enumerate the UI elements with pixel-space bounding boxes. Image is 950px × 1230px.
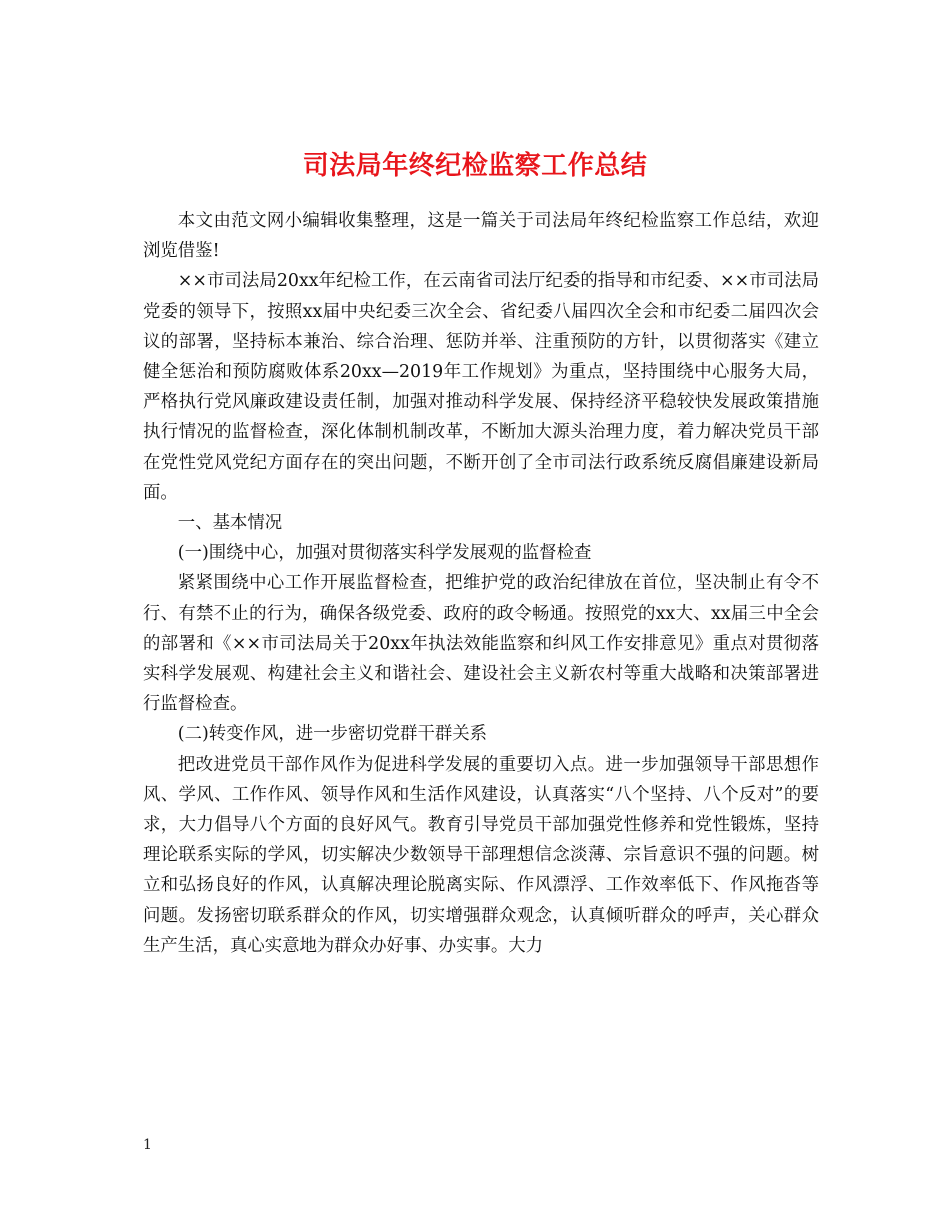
paragraph-work-style: 把改进党员干部作风作为促进科学发展的重要切入点。进一步加强领导干部思想作风、学风、工作作风、领导作风和生活作风建设，认真落实“八个坚持、八个反对”的要求，大力倡导八个方面的良好风气。教育引导党员干部加强党性修养和党性锻炼，坚持理论联系实际的学风，切实解决少数领导干部理想信念淡薄、宗旨意识不强的问题。树立和弘扬良好的作风，认真解决理论脱离实际、作风漂浮、工作效率低下、作风拖沓等问题。发扬密切联系群众的作风，切实增强群众观念，认真倾听群众的呼声，关心群众生产生活，真心实意地为群众办好事、办实事。大力 <box>143 754 819 956</box>
section-heading-basic-situation: 一、基本情况 <box>177 513 283 534</box>
page-number: 1 <box>143 1137 152 1153</box>
subsection-heading-1: (一)围绕中心，加强对贯彻落实科学发展观的监督检查 <box>177 543 592 564</box>
paragraph-intro: 本文由范文网小编辑收集整理，这是一篇关于司法局年终纪检监察工作总结，欢迎浏览借鉴! <box>143 211 819 262</box>
subsection-heading-2: (二)转变作风，进一步密切党群干群关系 <box>177 724 488 745</box>
document-body <box>143 206 819 961</box>
document-title: 司法局年终纪检监察工作总结 <box>302 151 648 182</box>
paragraph-supervision: 紧紧围绕中心工作开展监督检查，把维护党的政治纪律放在首位，坚决制止有令不行、有禁不止的行为，确保各级党委、政府的政令畅通。按照党的xx大、xx届三中全会的部署和《××市司法局关于20xx年执法效能监察和纠风工作安排意见》重点对贯彻落实科学发展观、构建社会主义和谐社会、建设社会主义新农村等重大战略和决策部署进行监督检查。 <box>143 573 819 715</box>
paragraph-overview: ××市司法局20xx年纪检工作，在云南省司法厅纪委的指导和市纪委、××市司法局党委的领导下，按照xx届中央纪委三次全会、省纪委八届四次全会和市纪委二届四次会议的部署，坚持标本兼治、综合治理、惩防并举、注重预防的方针，以贯彻落实《建立健全惩治和预防腐败体系20xx—2019年工作规划》为重点，坚持围绕中心服务大局，严格执行党风廉政建设责任制，加强对推动科学发展、保持经济平稳较快发展政策措施执行情况的监督检查，深化体制机制改革，不断加大源头治理力度，着力解决党员干部在党性党风党纪方面存在的突出问题，不断开创了全市司法行政系统反腐倡廉建设新局面。 <box>143 271 819 503</box>
